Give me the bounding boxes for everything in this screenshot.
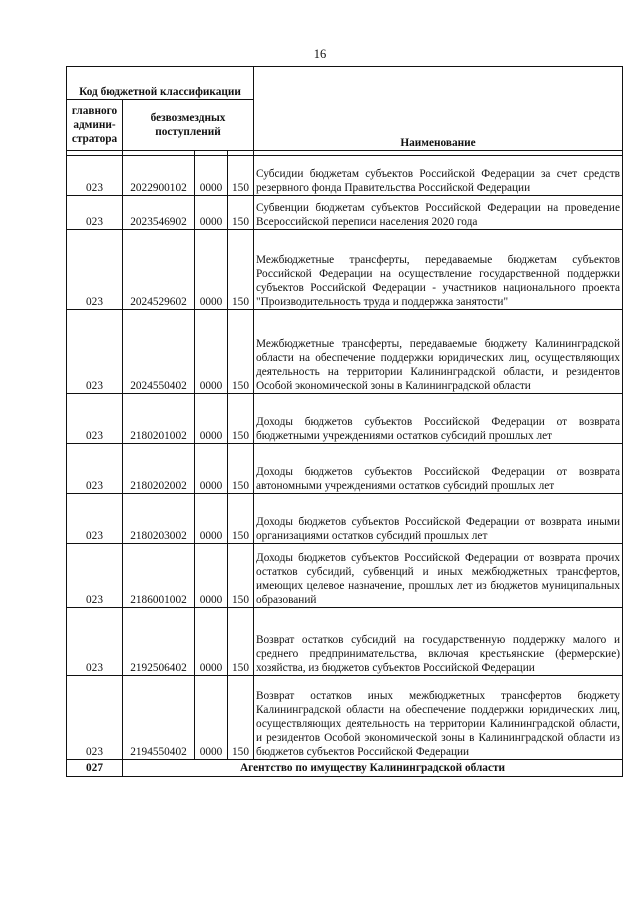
subprogram-code-cell: 0000 xyxy=(195,310,228,394)
revenue-code-cell: 2192506402 xyxy=(123,608,195,676)
name-cell: Межбюджетные трансферты, передаваемые бюджету Калининградской области на обеспечение поддержки юридических лиц, осуществляющих деятельность на территории Калининградской области, и резидентов Особой экономической зоны в Калининградской области xyxy=(254,310,623,394)
name-column-header: Наименование xyxy=(254,67,623,151)
revenue-code-cell: 2023546902 xyxy=(123,196,195,230)
table-row xyxy=(67,494,623,544)
revenue-code-cell: 2180203002 xyxy=(123,494,195,544)
economic-code-cell: 150 xyxy=(228,230,254,310)
admin-code-cell: 023 xyxy=(67,444,123,494)
revenue-column-header: безвозмездных поступлений xyxy=(123,100,254,151)
agency-admin-code: 027 xyxy=(67,760,123,777)
table-row xyxy=(67,394,623,444)
revenue-code-cell: 2186001002 xyxy=(123,544,195,608)
economic-code-cell: 150 xyxy=(228,196,254,230)
subprogram-code-cell: 0000 xyxy=(195,444,228,494)
table-row xyxy=(67,608,623,676)
table-row xyxy=(67,230,623,310)
name-cell: Субвенции бюджетам субъектов Российской Федерации на проведение Всероссийской переписи населения 2020 года xyxy=(254,196,623,230)
revenue-code-cell: 2194550402 xyxy=(123,676,195,760)
revenue-code-cell: 2024529602 xyxy=(123,230,195,310)
name-cell: Доходы бюджетов субъектов Российской Федерации от возврата прочих остатков субсидий, субвенций и иных межбюджетных трансфертов, имеющих целевое назначение, прошлых лет из бюджетов муниципальных образований xyxy=(254,544,623,608)
admin-code-cell: 023 xyxy=(67,156,123,196)
subprogram-code-cell: 0000 xyxy=(195,608,228,676)
table-row xyxy=(67,196,623,230)
name-cell: Доходы бюджетов субъектов Российской Федерации от возврата автономными учреждениями остатков субсидий прошлых лет xyxy=(254,444,623,494)
name-cell: Субсидии бюджетам субъектов Российской Федерации за счет средств резервного фонда Правительства Российской Федерации xyxy=(254,156,623,196)
name-cell: Возврат остатков субсидий на государственную поддержку малого и среднего предпринимательства, включая крестьянские (фермерские) хозяйства, из бюджетов субъектов Российской Федерации xyxy=(254,608,623,676)
subprogram-code-cell: 0000 xyxy=(195,544,228,608)
code-group-header: Код бюджетной классификации xyxy=(67,67,254,100)
name-cell: Доходы бюджетов субъектов Российской Федерации от возврата иными организациями остатков субсидий прошлых лет xyxy=(254,494,623,544)
admin-code-cell: 023 xyxy=(67,310,123,394)
admin-code-cell: 023 xyxy=(67,196,123,230)
economic-code-cell: 150 xyxy=(228,394,254,444)
table-row xyxy=(67,544,623,608)
economic-code-cell: 150 xyxy=(228,608,254,676)
subprogram-code-cell: 0000 xyxy=(195,156,228,196)
subprogram-code-cell: 0000 xyxy=(195,394,228,444)
admin-code-cell: 023 xyxy=(67,494,123,544)
table-row xyxy=(67,156,623,196)
name-cell: Возврат остатков иных межбюджетных трансфертов бюджету Калининградской области на обеспечение поддержки юридических лиц, осуществляющих деятельность на территории Калининградской области, и резидентов Особой экономической зоны в Калининградской области из бюджетов субъектов Российской Федерации xyxy=(254,676,623,760)
economic-code-cell: 150 xyxy=(228,676,254,760)
revenue-code-cell: 2022900102 xyxy=(123,156,195,196)
subprogram-code-cell: 0000 xyxy=(195,230,228,310)
agency-name: Агентство по имуществу Калининградской области xyxy=(123,760,623,777)
subprogram-code-cell: 0000 xyxy=(195,196,228,230)
revenue-code-cell: 2180201002 xyxy=(123,394,195,444)
table-row xyxy=(67,676,623,760)
economic-code-cell: 150 xyxy=(228,156,254,196)
economic-code-cell: 150 xyxy=(228,310,254,394)
admin-code-cell: 023 xyxy=(67,676,123,760)
table-row xyxy=(67,444,623,494)
name-cell: Доходы бюджетов субъектов Российской Федерации от возврата бюджетными учреждениями остатков субсидий прошлых лет xyxy=(254,394,623,444)
name-cell: Межбюджетные трансферты, передаваемые бюджетам субъектов Российской Федерации на осуществление государственной поддержки субъектов Российской Федерации - участников национального проекта "Производительность труда и поддержка занятости" xyxy=(254,230,623,310)
economic-code-cell: 150 xyxy=(228,494,254,544)
admin-code-cell: 023 xyxy=(67,608,123,676)
admin-code-cell: 023 xyxy=(67,394,123,444)
table-body xyxy=(67,151,623,777)
page-number: 16 xyxy=(313,47,327,61)
economic-code-cell: 150 xyxy=(228,444,254,494)
budget-classification-table xyxy=(66,66,623,777)
admin-code-cell: 023 xyxy=(67,544,123,608)
admin-code-cell: 023 xyxy=(67,230,123,310)
subprogram-code-cell: 0000 xyxy=(195,676,228,760)
agency-row xyxy=(67,760,623,777)
revenue-code-cell: 2024550402 xyxy=(123,310,195,394)
table-row xyxy=(67,310,623,394)
admin-column-header: главного админи-стратора xyxy=(67,100,123,151)
revenue-code-cell: 2180202002 xyxy=(123,444,195,494)
economic-code-cell: 150 xyxy=(228,544,254,608)
subprogram-code-cell: 0000 xyxy=(195,494,228,544)
